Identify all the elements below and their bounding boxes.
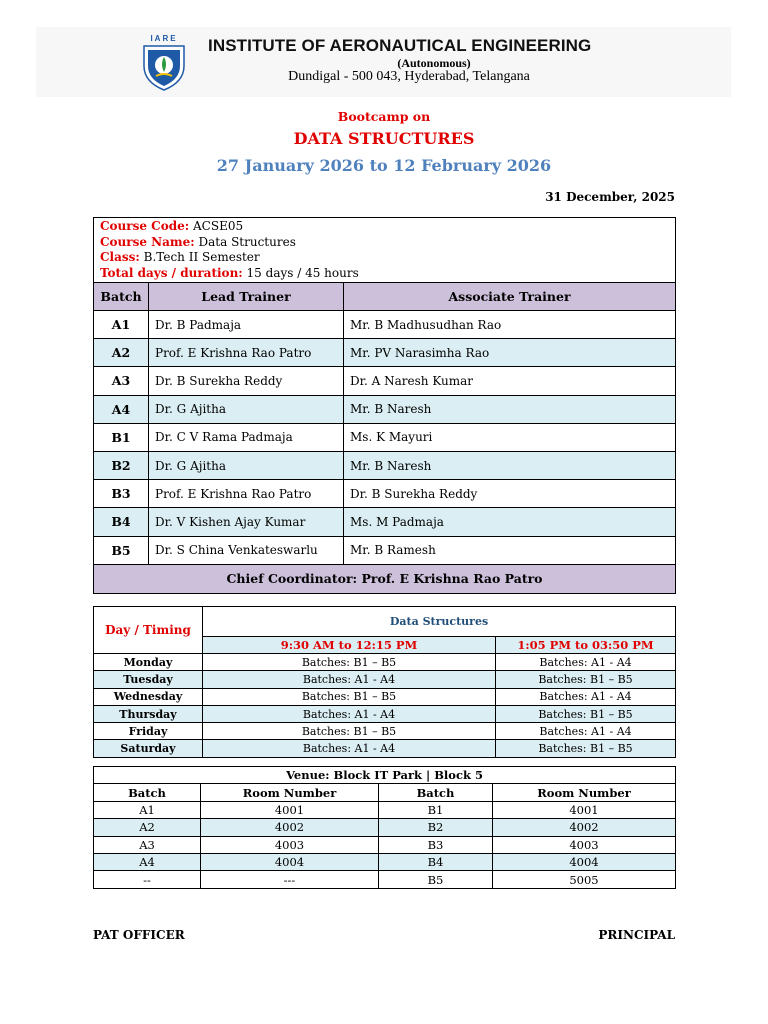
associate-trainer-cell: Ms. M Padmaja: [344, 508, 676, 536]
room-cell: 4002: [493, 819, 676, 836]
batch-cell: A2: [94, 819, 201, 836]
batch-cell: A3: [94, 836, 201, 853]
class-label: Class:: [100, 250, 140, 264]
batch-cell: B3: [379, 836, 493, 853]
batch-cell: B4: [94, 508, 149, 536]
batch-cell: B5: [379, 871, 493, 888]
subject-title: DATA STRUCTURES: [293, 129, 475, 148]
associate-trainer-cell: Dr. B Surekha Reddy: [344, 480, 676, 508]
institute-autonomous: (Autonomous): [397, 56, 471, 70]
class-value: B.Tech II Semester: [143, 250, 260, 264]
venue-title-row: [94, 767, 676, 784]
lead-trainer-cell: Dr. B Padmaja: [149, 311, 344, 339]
column-header: Lead Trainer: [149, 283, 344, 311]
room-cell: 5005: [493, 871, 676, 888]
day-cell: Wednesday: [94, 688, 203, 705]
batch-cell: A4: [94, 853, 201, 870]
day-cell: Friday: [94, 723, 203, 740]
signature-principal: PRINCIPAL: [598, 928, 675, 942]
course-info-row: [94, 218, 676, 283]
venue-title: Venue: Block IT Park | Block 5: [94, 767, 676, 784]
document-date: 31 December, 2025: [545, 190, 675, 204]
lead-trainer-cell: Dr. B Surekha Reddy: [149, 367, 344, 395]
day-cell: Monday: [94, 654, 203, 671]
column-header: Batch: [94, 784, 201, 801]
batch-cell: B4: [379, 853, 493, 870]
institute-address: Dundigal - 500 043, Hyderabad, Telangana: [288, 69, 530, 84]
lead-trainer-cell: Prof. E Krishna Rao Patro: [149, 339, 344, 367]
table-row: [94, 480, 676, 508]
associate-trainer-cell: Mr. B Madhusudhan Rao: [344, 311, 676, 339]
bootcamp-dates: 27 January 2026 to 12 February 2026: [216, 156, 552, 175]
day-timing-label: Day / Timing: [94, 607, 203, 654]
trainers-table: [93, 217, 676, 594]
morning-batches-cell: Batches: A1 - A4: [203, 671, 496, 688]
morning-batches-cell: Batches: A1 - A4: [203, 705, 496, 722]
table-row: [94, 801, 676, 818]
associate-trainer-cell: Mr. B Ramesh: [344, 536, 676, 564]
time-slot-afternoon: 1:05 PM to 03:50 PM: [496, 637, 676, 654]
associate-trainer-cell: Mr. B Naresh: [344, 395, 676, 423]
afternoon-batches-cell: Batches: B1 – B5: [496, 705, 676, 722]
morning-batches-cell: Batches: B1 – B5: [203, 654, 496, 671]
column-header: Batch: [379, 784, 493, 801]
table-row: [94, 688, 676, 705]
room-cell: 4001: [201, 801, 379, 818]
schedule-table: [93, 606, 676, 758]
afternoon-batches-cell: Batches: A1 - A4: [496, 688, 676, 705]
lead-trainer-cell: Dr. C V Rama Padmaja: [149, 423, 344, 451]
course-info: [94, 218, 676, 283]
trainers-header-row: [94, 283, 676, 311]
svg-text:IARE: IARE: [150, 34, 178, 43]
room-cell: 4004: [201, 853, 379, 870]
course-name-label: Course Name:: [100, 234, 195, 249]
associate-trainer-cell: Mr. PV Narasimha Rao: [344, 339, 676, 367]
time-slot-morning: 9:30 AM to 12:15 PM: [203, 637, 496, 654]
batch-cell: A3: [94, 367, 149, 395]
table-row: [94, 367, 676, 395]
table-row: [94, 451, 676, 479]
day-cell: Tuesday: [94, 671, 203, 688]
lead-trainer-cell: Dr. S China Venkateswarlu: [149, 536, 344, 564]
associate-trainer-cell: Ms. K Mayuri: [344, 423, 676, 451]
column-header: Batch: [94, 283, 149, 311]
course-code: ACSE05: [193, 219, 244, 233]
room-cell: 4003: [201, 836, 379, 853]
course-code-label: Course Code:: [100, 219, 190, 233]
table-row: [94, 654, 676, 671]
table-row: [94, 671, 676, 688]
batch-cell: A1: [94, 311, 149, 339]
room-cell: 4002: [201, 819, 379, 836]
morning-batches-cell: Batches: B1 – B5: [203, 688, 496, 705]
table-row: [94, 395, 676, 423]
associate-trainer-cell: Mr. B Naresh: [344, 451, 676, 479]
afternoon-batches-cell: Batches: B1 – B5: [496, 671, 676, 688]
batch-cell: A2: [94, 339, 149, 367]
afternoon-batches-cell: Batches: A1 - A4: [496, 723, 676, 740]
lead-trainer-cell: Dr. G Ajitha: [149, 395, 344, 423]
table-row: [94, 311, 676, 339]
batch-cell: B3: [94, 480, 149, 508]
venue-table: [93, 766, 676, 889]
duration-value: 15 days / 45 hours: [246, 265, 359, 280]
table-row: [94, 740, 676, 757]
table-row: [94, 705, 676, 722]
table-row: [94, 819, 676, 836]
table-row: [94, 871, 676, 888]
afternoon-batches-cell: Batches: A1 - A4: [496, 654, 676, 671]
course-name: Data Structures: [198, 234, 296, 249]
batch-cell: B1: [94, 423, 149, 451]
lead-trainer-cell: Prof. E Krishna Rao Patro: [149, 480, 344, 508]
associate-trainer-cell: Dr. A Naresh Kumar: [344, 367, 676, 395]
morning-batches-cell: Batches: A1 - A4: [203, 740, 496, 757]
lead-trainer-cell: Dr. G Ajitha: [149, 451, 344, 479]
bootcamp-label: Bootcamp on: [337, 109, 431, 124]
table-row: [94, 339, 676, 367]
room-cell: 4001: [493, 801, 676, 818]
batch-cell: A1: [94, 801, 201, 818]
room-cell: 4003: [493, 836, 676, 853]
table-row: [94, 508, 676, 536]
chief-coordinator: Chief Coordinator: Prof. E Krishna Rao Patro: [94, 564, 676, 593]
table-row: [94, 836, 676, 853]
batch-cell: B2: [94, 451, 149, 479]
duration-label: Total days / duration:: [100, 265, 243, 280]
venue-header-row: [94, 784, 676, 801]
table-row: [94, 536, 676, 564]
institute-name: INSTITUTE OF AERONAUTICAL ENGINEERING: [208, 36, 592, 55]
batch-cell: B5: [94, 536, 149, 564]
batch-cell: --: [94, 871, 201, 888]
batch-cell: B1: [379, 801, 493, 818]
table-row: [94, 423, 676, 451]
column-header: Room Number: [493, 784, 676, 801]
schedule-subject: Data Structures: [203, 607, 676, 637]
day-cell: Saturday: [94, 740, 203, 757]
chief-coordinator-row: [94, 564, 676, 593]
table-row: [94, 853, 676, 870]
morning-batches-cell: Batches: B1 – B5: [203, 723, 496, 740]
room-cell: ---: [201, 871, 379, 888]
signature-pat-officer: PAT OFFICER: [93, 928, 185, 942]
day-cell: Thursday: [94, 705, 203, 722]
schedule-header-row: [94, 607, 676, 637]
batch-cell: B2: [379, 819, 493, 836]
lead-trainer-cell: Dr. V Kishen Ajay Kumar: [149, 508, 344, 536]
column-header: Room Number: [201, 784, 379, 801]
column-header: Associate Trainer: [344, 283, 676, 311]
batch-cell: A4: [94, 395, 149, 423]
table-row: [94, 723, 676, 740]
room-cell: 4004: [493, 853, 676, 870]
afternoon-batches-cell: Batches: B1 – B5: [496, 740, 676, 757]
